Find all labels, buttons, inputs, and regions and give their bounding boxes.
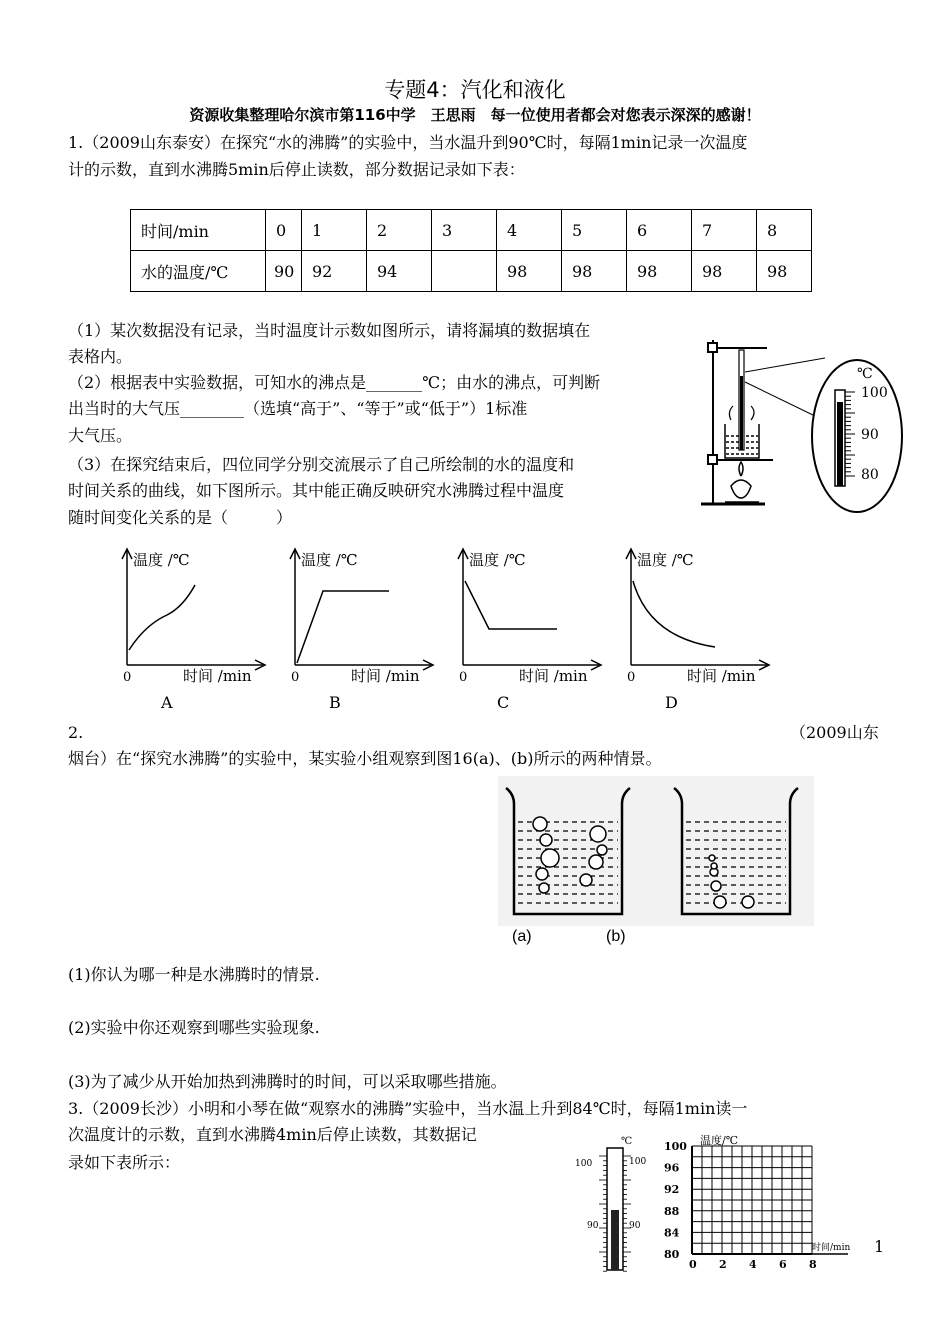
q1-part3-line1: （3）在探究结束后，四位同学分别交流展示了自己所绘制的水的温度和: [68, 455, 575, 474]
q1-part1-line1: （1）某次数据没有记录，当时温度计示数如图所示，请将漏填的数据填在: [68, 321, 591, 340]
grid-ylabel: 温度/℃: [700, 1134, 739, 1147]
table-cell: 8: [757, 210, 812, 251]
graph-A[interactable]: [122, 549, 265, 712]
graph-ylabel: 温度 /℃: [133, 551, 190, 569]
grid-ytick: 100: [664, 1140, 687, 1153]
bubble: [533, 817, 547, 831]
grid-xtick: 2: [719, 1258, 727, 1271]
q2-part2: (2)实验中你还观察到哪些实验现象.: [68, 1018, 320, 1037]
table-cell: 92: [302, 251, 367, 292]
bubble: [541, 849, 559, 867]
grid-xtick: 6: [779, 1258, 787, 1271]
thermometer-mercury: [611, 1210, 619, 1270]
q3-thermo-right-90: 90: [629, 1221, 641, 1231]
bubble: [539, 883, 549, 893]
q2-part3: (3)为了减少从开始加热到沸腾时的时间，可以采取哪些措施。: [68, 1072, 507, 1091]
q1-intro-line1: 1.（2009山东泰安）在探究“水的沸腾”的实验中，当水温升到90℃时，每隔1min记录一次温度: [68, 133, 748, 152]
graph-xlabel: 时间 /min: [519, 667, 588, 685]
table-cell: 7: [692, 210, 757, 251]
q3-thermo-left-90: 90: [587, 1221, 599, 1231]
q1-part3-line2: 时间关系的曲线，如下图所示。其中能正确反映研究水沸腾过程中温度: [68, 481, 565, 500]
graph-xlabel: 时间 /min: [687, 667, 756, 685]
grid-ytick: 92: [664, 1183, 680, 1197]
grid-ytick: 88: [664, 1204, 680, 1218]
table-cell: 90: [266, 251, 302, 292]
graph-ylabel: 温度 /℃: [301, 551, 358, 569]
table-cell: 4: [497, 210, 562, 251]
table-cell: 2: [367, 210, 432, 251]
q3-thermo-unit: ℃: [621, 1136, 633, 1147]
q1-graphs-figure: [115, 545, 775, 720]
grid-xtick: 4: [749, 1258, 757, 1271]
thermometer-magnifier: [812, 360, 902, 512]
q3-grid-figure: [660, 1132, 880, 1272]
bubble: [536, 868, 548, 880]
table-cell: 水的温度/℃: [131, 251, 266, 292]
q2-beakers-figure: [498, 776, 814, 926]
q1-apparatus-figure: [695, 336, 910, 528]
grid-xtick: 0: [689, 1258, 697, 1271]
thermo-unit: ℃: [857, 366, 873, 382]
bubble: [540, 834, 552, 846]
q2-number: 2.: [68, 723, 84, 742]
bubble: [742, 896, 754, 908]
table-cell: 0: [266, 210, 302, 251]
graph-origin: 0: [123, 670, 132, 685]
bubble: [711, 881, 721, 891]
bubble: [580, 874, 592, 886]
stand-icon: [701, 340, 773, 504]
q3-line2: 次温度计的示数，直到水沸腾4min后停止读数，其数据记: [68, 1125, 477, 1144]
bubble: [590, 826, 606, 842]
thermo-label-80: 80: [861, 467, 879, 483]
q2-source-right: （2009山东: [790, 723, 879, 742]
q1-part2-line2: 出当时的大气压________（选填“高于”、“等于”或“低于”）1标准: [68, 399, 528, 418]
q3-thermo-left-100: 100: [575, 1159, 593, 1169]
page-title: 专题4：汽化和液化: [384, 78, 566, 102]
q3-line3: 录如下表所示：: [68, 1153, 181, 1172]
table-cell: 3: [432, 210, 497, 251]
graph-option-label: D: [665, 693, 678, 712]
graph-curve: [129, 585, 195, 650]
q2-part1: (1)你认为哪一种是水沸腾时的情景.: [68, 965, 320, 984]
graph-option-label: C: [497, 693, 510, 712]
q1-part1-line2: 表格内。: [68, 347, 133, 366]
q1-intro-line2: 计的示数，直到水沸腾5min后停止读数，部分数据记录如下表：: [68, 160, 525, 179]
thermo-label-100: 100: [861, 385, 888, 401]
table-row: [131, 210, 812, 251]
thermo-label-90: 90: [861, 427, 879, 443]
bubble: [714, 896, 726, 908]
table-cell-missing[interactable]: [432, 251, 497, 292]
grid-ytick: 80: [664, 1248, 680, 1261]
q1-part3-line3: 随时间变化关系的是（ ）: [68, 508, 293, 527]
grid-ytick: 96: [664, 1161, 680, 1175]
bubble: [589, 855, 603, 869]
q3-thermo-right-100: 100: [629, 1157, 647, 1167]
graph-B[interactable]: [290, 549, 433, 712]
grid-xlabel: 时间/min: [812, 1243, 851, 1253]
grid-ytick: 84: [664, 1226, 680, 1240]
graph-curve: [297, 591, 389, 663]
page-subtitle: 资源收集整理哈尔滨市第116中学 王思雨 每一位使用者都会对您表示深深的感谢！: [189, 106, 761, 124]
graph-curve: [633, 581, 715, 647]
graph-curve: [465, 581, 557, 629]
table-cell: 98: [627, 251, 692, 292]
table-cell: 98: [757, 251, 812, 292]
thermometer-mercury: [837, 402, 843, 486]
table-cell: 98: [497, 251, 562, 292]
grid-xtick: 8: [809, 1258, 817, 1271]
graph-origin: 0: [291, 670, 300, 685]
thermometer-in-beaker-icon: [739, 350, 744, 450]
bubble: [709, 855, 715, 861]
table-row: [131, 251, 812, 292]
table-cell: 时间/min: [131, 210, 266, 251]
page-number: 1: [874, 1237, 885, 1256]
table-cell: 94: [367, 251, 432, 292]
graph-ylabel: 温度 /℃: [637, 551, 694, 569]
table-cell: 6: [627, 210, 692, 251]
leader-line: [745, 382, 815, 416]
bubble: [711, 863, 717, 869]
caption-a: (a): [512, 928, 532, 945]
bubble: [597, 845, 607, 855]
table-cell: 98: [562, 251, 627, 292]
q1-data-table: [130, 209, 812, 292]
graph-option-label: A: [161, 693, 173, 712]
table-cell: 98: [692, 251, 757, 292]
leader-line: [745, 358, 825, 372]
q3-thermometer-figure: [565, 1132, 665, 1272]
graph-option-label: B: [329, 693, 341, 712]
q2-line2: 烟台）在“探究水沸腾”的实验中，某实验小组观察到图16(a)、(b)所示的两种情景。: [68, 749, 662, 768]
graph-origin: 0: [627, 670, 636, 685]
q1-part2-line3: 大气压。: [68, 426, 133, 445]
graph-origin: 0: [459, 670, 468, 685]
table-cell: 1: [302, 210, 367, 251]
caption-b: (b): [606, 928, 626, 945]
table-cell: 5: [562, 210, 627, 251]
burner-icon: [725, 462, 759, 502]
q1-part2-line1: （2）根据表中实验数据，可知水的沸点是_______℃；由水的沸点，可判断: [68, 373, 601, 392]
graph-D[interactable]: [626, 549, 769, 712]
graph-xlabel: 时间 /min: [183, 667, 252, 685]
graph-xlabel: 时间 /min: [351, 667, 420, 685]
q3-line1: 3.（2009长沙）小明和小琴在做“观察水的沸腾”实验中，当水温上升到84℃时，每隔1min读一: [68, 1099, 748, 1118]
graph-ylabel: 温度 /℃: [469, 551, 526, 569]
graph-C[interactable]: [458, 549, 601, 712]
